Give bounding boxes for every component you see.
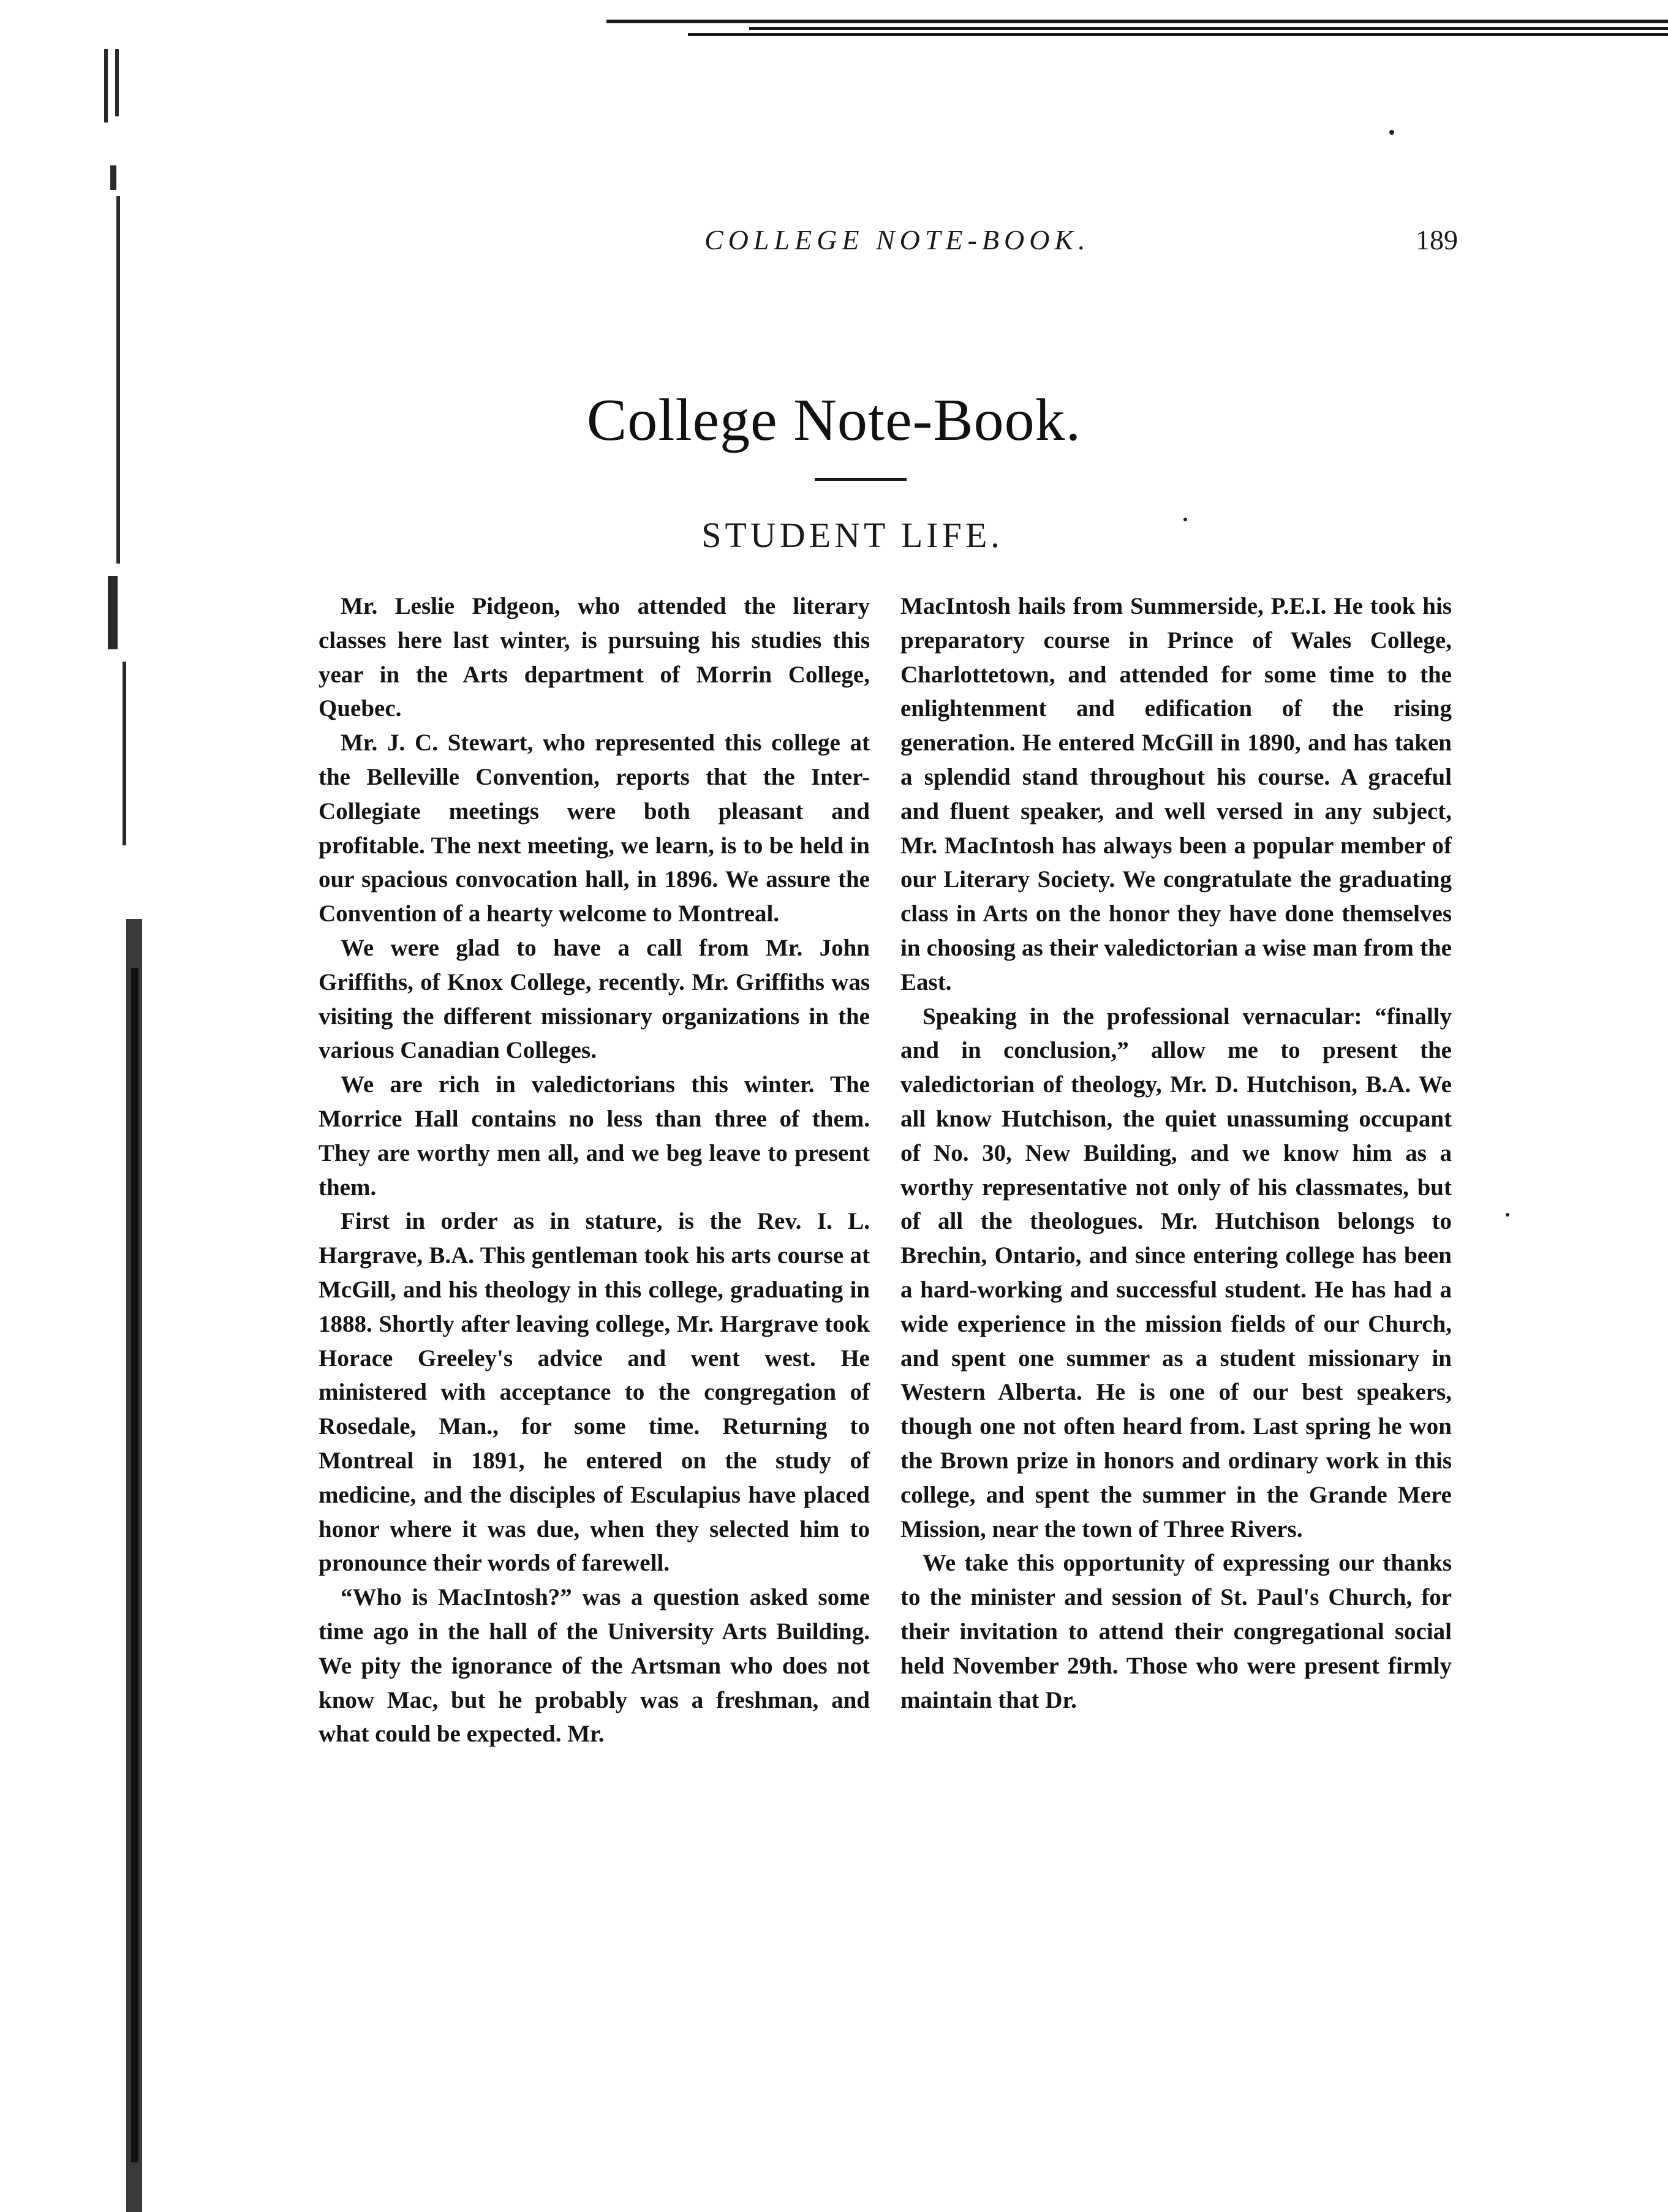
paragraph: Speaking in the professional vernacular: “finally and in conclusion,” allow me to present the valedictorian of theology, Mr. D. Hutchison, B.A. We all know Hutchison, the quiet unassuming occupant of No. 30, New Building, and we know him as a worthy representative not only of his classmates, but of all the theologues. Mr. Hutchison belongs to Brechin, Ontario, and since entering college has been a hard-working and successful student. He has had a wide experience in the mission fields of our Church, and spent one summer as a student missionary in Western Alberta. He is one of our best speakers, though one not often heard from. Last spring he won the Brown prize in honors and ordinary work in this college, and spent the summer in the Grande Mere Mission, near the town of Three Rivers. [900,1003,1452,1542]
masthead-rule [815,478,907,481]
paragraph: “Who is MacIntosh?” was a question asked some time ago in the hall of the University Arts Building. We pity the ignorance of the Artsman who does not know Mac, but he probably was a freshman, and what could be expected. Mr. [319,1584,870,1748]
page-number: 189 [1416,224,1458,255]
paragraph: We are rich in valedictorians this winter. The Morrice Hall contains no less than three of them. They are worthy men all, and we beg leave to present them. [319,1071,870,1201]
left-column [319,589,870,1751]
scan-speck [1389,130,1394,135]
top-edge-rule [606,17,1668,38]
paragraph: We were glad to have a call from Mr. John Griffiths, of Knox College, recently. Mr. Griffiths was visiting the different missionary organizations in the various Canadian Colleges. [319,934,870,1064]
running-head [325,224,1458,273]
binding-edge-shadow [104,49,153,2212]
section-title: STUDENT LIFE. [701,515,1003,555]
right-column [900,589,1452,1717]
paragraph: Mr. J. C. Stewart, who represented this college at the Belleville Convention, reports that the Inter-Collegiate meetings were both pleasant and profitable. The next meeting, we learn, is to be held in our spacious convocation hall, in 1896. We assure the Convention of a hearty welcome to Montreal. [319,730,870,927]
running-title: COLLEGE NOTE-BOOK. [704,224,1090,255]
paragraph: Mr. Leslie Pidgeon, who attended the literary classes here last winter, is pursuing his studies this year in the Arts department of Morrin College, Quebec. [319,593,870,722]
paragraph-continuation: MacIntosh hails from Summerside, P.E.I. He took his preparatory course in Prince of Wales College, Charlottetown, and attended for some time to the enlightenment and edification of the rising generation. He entered McGill in 1890, and has taken a splendid stand throughout his course. A graceful and fluent speaker, and well versed in any subject, Mr. MacIntosh has always been a popular member of our Literary Society. We congratulate the graduating class in Arts on the honor they have done themselves in choosing as their valedictorian a wise man from the East. [900,593,1452,995]
masthead-title: College Note-Book. [586,387,1082,453]
scan-speck [1506,1213,1509,1217]
paragraph: First in order as in stature, is the Rev. I. L. Hargrave, B.A. This gentleman took his arts course at McGill, and his theology in this college, graduating in 1888. Shortly after leaving college, Mr. Hargrave took Horace Greeley's advice and went west. He ministered with acceptance to the congregation of Rosedale, Man., for some time. Returning to Montreal in 1891, he entered on the study of medicine, and the disciples of Esculapius have placed honor where it was due, when they selected him to pronounce their words of farewell. [319,1208,870,1577]
paragraph: We take this opportunity of expressing our thanks to the minister and session of St. Paul's Church, for their invitation to attend their congregational social held November 29th. Those who were present firmly maintain that Dr. [900,1550,1452,1713]
